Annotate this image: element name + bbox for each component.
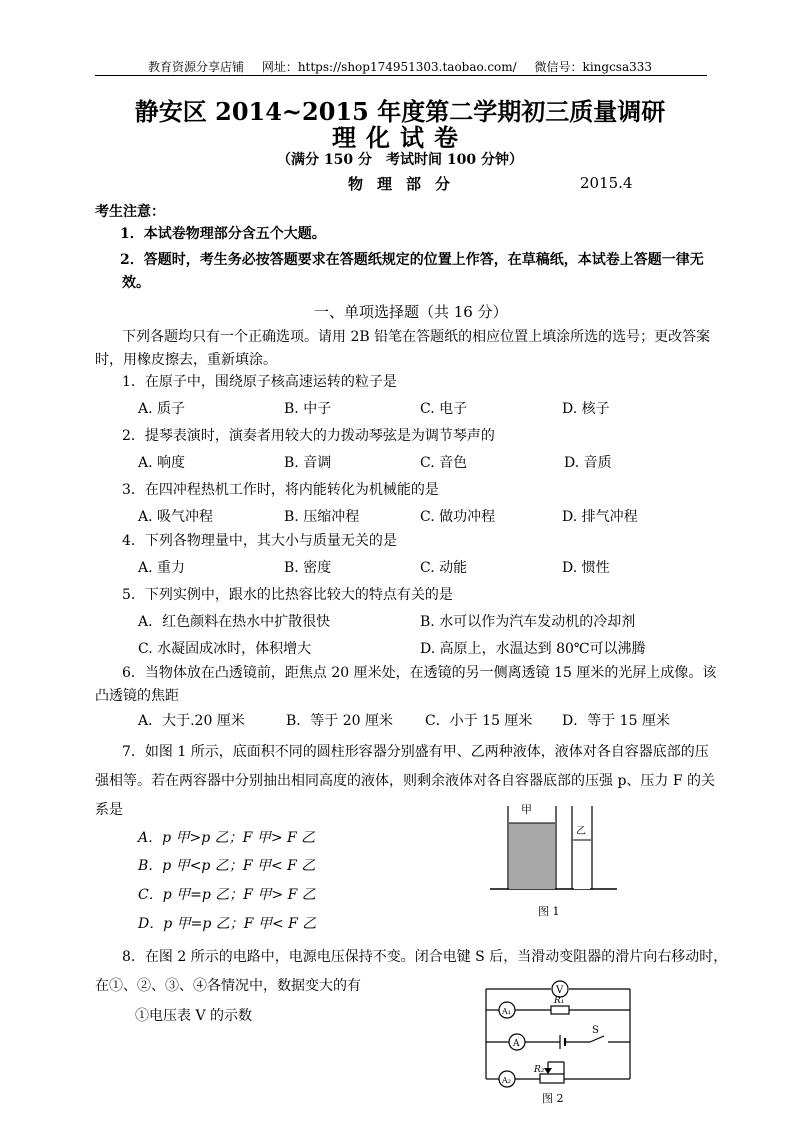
q5-option-d[interactable]: D. 高原上，水温达到 80℃可以沸腾: [420, 641, 646, 657]
header-shop: 教育资源分享店铺: [147, 60, 244, 74]
q1-option-b[interactable]: B. 中子: [284, 401, 332, 417]
q5-option-b[interactable]: B. 水可以作为汽车发动机的冷却剂: [420, 614, 636, 630]
q6-option-c[interactable]: C．小于 15 厘米: [425, 713, 533, 729]
question-7-cont: 强相等。若在两容器中分别抽出相同高度的液体，则剩余液体对各自容器底部的压强 p、压力 F 的关: [95, 773, 716, 789]
q2-option-d[interactable]: D. 音质: [564, 455, 612, 471]
q8-statement-1: ①电压表 V 的示数: [135, 1008, 253, 1024]
q7-option-b[interactable]: B．p 甲<p 乙；F 甲< F 乙: [138, 858, 316, 874]
exam-date: 2015.4: [580, 174, 633, 192]
exam-title: 静安区 2014~2015 年度第二学期初三质量调研: [134, 97, 666, 126]
q6-option-a[interactable]: A．大于.20 厘米: [138, 713, 245, 729]
page-header: [0, 58, 800, 75]
fig2-caption: 图 2: [542, 1092, 564, 1105]
r1-label: R₁: [554, 996, 565, 1006]
fig1-label-jia: 甲: [521, 803, 532, 816]
q3-option-b[interactable]: B. 压缩冲程: [284, 509, 360, 525]
meter-a2-label: A₂: [502, 1076, 511, 1085]
q3-option-a[interactable]: A. 吸气冲程: [138, 509, 214, 525]
q4-option-c[interactable]: C. 动能: [420, 560, 468, 576]
figure-1: [485, 800, 635, 925]
question-6-cont: 凸透镜的焦距: [95, 688, 179, 704]
q7-option-c[interactable]: C．p 甲=p 乙；F 甲> F 乙: [138, 887, 316, 903]
fig1-caption: 图 1: [538, 905, 560, 918]
part1-instructions-cont: 时，用橡皮擦去，重新填涂。: [95, 352, 277, 368]
q1-option-c[interactable]: C. 电子: [420, 401, 468, 417]
meter-v-label: V: [556, 985, 564, 996]
question-7-cont2: 系是: [95, 802, 123, 818]
header-divider: [95, 75, 707, 76]
question-3: 3．在四冲程热机工作时，将内能转化为机械能的是: [122, 482, 439, 498]
exam-info: （满分 150 分 考试时间 100 分钟）: [277, 152, 523, 168]
switch-label: S: [592, 1025, 599, 1036]
fig1-liquid-yi: [574, 840, 590, 889]
r2-label: R₂: [534, 1065, 545, 1075]
notice-item-2: 2．答题时，考生务必按答题要求在答题纸规定的位置上作答，在草稿纸，本试卷上答题一律无: [120, 252, 704, 268]
q4-option-b[interactable]: B. 密度: [284, 560, 332, 576]
q3-option-c[interactable]: C. 做功冲程: [420, 509, 496, 525]
question-7: 7．如图 1 所示，底面积不同的圆柱形容器分别盛有甲、乙两种液体，液体对各自容器底部的压: [122, 744, 709, 760]
question-1: 1．在原子中，围绕原子核高速运转的粒子是: [122, 374, 397, 390]
fig1-label-yi: 乙: [576, 826, 586, 837]
section-title: 物理部分: [348, 175, 465, 193]
q2-option-b[interactable]: B. 音调: [284, 455, 332, 471]
question-4: 4．下列各物理量中，其大小与质量无关的是: [122, 533, 397, 549]
q7-option-a[interactable]: A．p 甲>p 乙；F 甲> F 乙: [138, 830, 316, 846]
q4-option-a[interactable]: A. 重力: [138, 560, 186, 576]
q6-option-b[interactable]: B．等于 20 厘米: [286, 713, 394, 729]
header-url[interactable]: 网址：https://shop174951303.taobao.com/: [261, 60, 517, 74]
question-8-cont: 在①、②、③、④各情况中，数据变大的有: [95, 978, 361, 994]
rheostat-slider-icon: [544, 1068, 552, 1074]
q3-option-d[interactable]: D. 排气冲程: [562, 509, 638, 525]
notice-heading: 考生注意：: [95, 204, 165, 220]
q2-option-c[interactable]: C. 音色: [420, 455, 468, 471]
header-wechat: 微信号：kingcsa333: [534, 60, 653, 74]
q6-option-d[interactable]: D．等于 15 厘米: [562, 713, 670, 729]
notice-item-2-cont: 效。: [122, 275, 150, 291]
question-2: 2．提琴表演时，演奏者用较大的力拨动琴弦是为调节琴声的: [122, 428, 495, 444]
meter-a1-label: A₁: [502, 1007, 511, 1016]
q5-option-c[interactable]: C. 水凝固成冰时，体积增大: [138, 641, 312, 657]
q5-option-a[interactable]: A．红色颜料在热水中扩散很快: [138, 614, 331, 630]
q7-option-d[interactable]: D．p 甲=p 乙；F 甲< F 乙: [138, 916, 317, 932]
question-6: 6．当物体放在凸透镜前，距焦点 20 厘米处，在透镜的另一侧离透镜 15 厘米的光屏上成像。该: [122, 665, 717, 681]
figure-2: [480, 980, 640, 1110]
part1-heading: 一、单项选择题（共 16 分）: [314, 303, 508, 321]
fig1-liquid-jia: [509, 823, 555, 889]
q2-option-a[interactable]: A. 响度: [138, 455, 186, 471]
part1-instructions: 下列各题均只有一个正确选项。请用 2B 铅笔在答题纸的相应位置上填涂所选的选号；更改答案: [122, 329, 711, 345]
notice-item-1: 1．本试卷物理部分含五个大题。: [120, 226, 326, 242]
exam-subject: 理化试卷: [332, 123, 468, 152]
q1-option-a[interactable]: A. 质子: [138, 401, 186, 417]
q4-option-d[interactable]: D. 惯性: [562, 560, 610, 576]
question-8: 8．在图 2 所示的电路中，电源电压保持不变。闭合电键 S 后，当滑动变阻器的滑片向右移动时，: [122, 949, 728, 965]
question-5: 5．下列实例中，跟水的比热容比较大的特点有关的是: [122, 587, 453, 603]
q1-option-d[interactable]: D. 核子: [562, 401, 610, 417]
meter-a-label: A: [513, 1039, 520, 1049]
